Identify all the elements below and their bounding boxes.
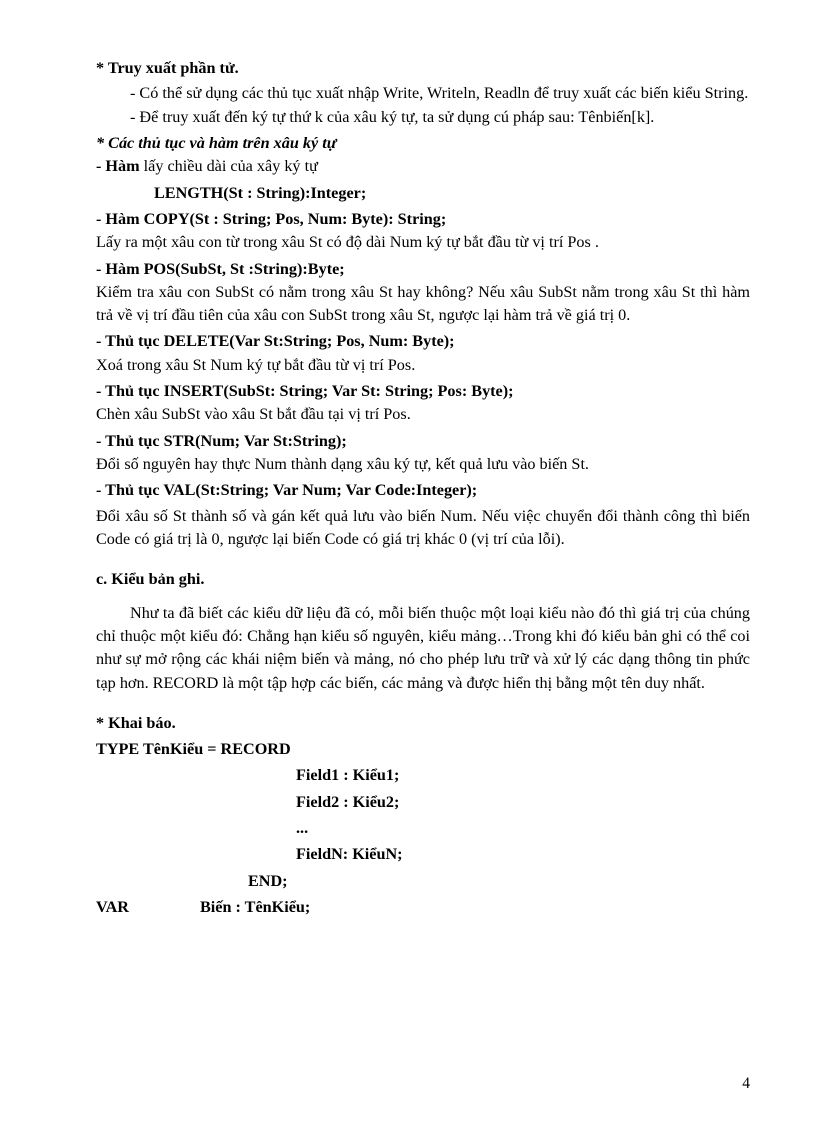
code-field2: Field2 : Kiểu2; xyxy=(296,792,400,811)
heading-khai-bao: * Khai báo. xyxy=(96,713,176,732)
code-field-ellipsis: ... xyxy=(296,819,309,838)
heading-thu-tuc-val: - Thủ tục VAL(St:String; Var Num; Var Code:Integer); xyxy=(96,481,478,500)
paragraph-insert-description: Chèn xâu SubSt vào xâu St bắt đầu tại vị trí Pos. xyxy=(96,405,411,424)
paragraph-pos-description: Kiểm tra xâu con SubSt có nằm trong xâu St hay không? Nếu xâu SubSt nằm trong xâu St thì hàm trả về vị trí đầu tiên của xâu con SubSt trong xâu St, ngược lại hàm trả về giá trị 0. xyxy=(96,282,750,325)
code-type-declaration xyxy=(96,737,750,761)
paragraph-delete-description: Xoá trong xâu St Num ký tự bắt đầu từ vị trí Pos. xyxy=(96,355,416,374)
heading-thu-tuc-delete: - Thủ tục DELETE(Var St:String; Pos, Num: Byte); xyxy=(96,332,455,351)
keyword-type: TYPE xyxy=(96,740,140,759)
code-fieldn: FieldN: KiểuN; xyxy=(296,845,403,864)
paragraph-ham-lay-chieu-dai xyxy=(96,155,750,178)
label-ham: - Hàm xyxy=(96,157,140,176)
paragraph-str-description: Đổi số nguyên hay thực Num thành dạng xâu ký tự, kết quả lưu vào biến St. xyxy=(96,455,589,473)
paragraph-kieu-ban-ghi-description: Như ta đã biết các kiểu dữ liệu đã có, mỗi biến thuộc một loại kiểu nào đó thì giá trị của chúng chỉ thuộc một kiểu đó: Chẳng hạn kiểu số nguyên, kiểu mảng…Trong khi đó kiểu bản ghi có thể coi như sự mở rộng các khái niệm biến và mảng, nó cho phép lưu trữ và xử lý các dạng thông tin phức tạp hơn. RECORD là một tập hợp các biến, các mảng và được hiển thị bằng một tên duy nhất. xyxy=(96,603,750,692)
text-bien-tenkieu: Biến : TênKiểu; xyxy=(200,897,311,916)
paragraph-truy-xuat-ky-tu-thu-k: - Để truy xuất đến ký tự thứ k của xâu ký tự, ta sử dụng cú pháp sau: Tênbiến[k]. xyxy=(130,107,655,126)
code-var-declaration xyxy=(96,895,750,919)
document-body xyxy=(96,56,750,919)
paragraph-val-description: Đổi xâu số St thành số và gán kết quả lưu vào biến Num. Nếu việc chuyển đổi thành công thì biến Code có giá trị là 0, ngược lại biến Code có giá trị khác 0 (vị trí của lỗi). xyxy=(96,506,750,548)
text-lay-chieu-dai: lấy chiều dài của xây ký tự xyxy=(139,157,318,176)
heading-truy-xuat-phan-tu: * Truy xuất phần tử. xyxy=(96,59,239,77)
heading-thu-tuc-insert: - Thủ tục INSERT(SubSt: String; Var St: String; Pos: Byte); xyxy=(96,382,514,401)
paragraph-write-writeln-readln: - Có thể sử dụng các thủ tục xuất nhập Write, Writeln, Readln để truy xuất các biến kiểu String. xyxy=(130,84,749,103)
text-tenkieu-record: TênKiểu = RECORD xyxy=(142,740,291,759)
heading-kieu-ban-ghi: c. Kiểu bản ghi. xyxy=(96,570,205,589)
heading-thu-tuc-str: - Thủ tục STR(Num; Var St:String); xyxy=(96,431,347,450)
heading-cac-thu-tuc-va-ham: * Các thủ tục và hàm trên xâu ký tự xyxy=(96,133,337,152)
code-length-function: LENGTH(St : String):Integer; xyxy=(154,183,367,202)
paragraph-copy-description: Lấy ra một xâu con từ trong xâu St có độ dài Num ký tự bắt đầu từ vị trí Pos . xyxy=(96,233,599,252)
heading-ham-copy: - Hàm COPY(St : String; Pos, Num: Byte): String; xyxy=(96,209,447,228)
page-number: 4 xyxy=(742,1075,750,1092)
keyword-var: VAR xyxy=(96,897,129,916)
code-field1: Field1 : Kiểu1; xyxy=(296,766,400,785)
heading-ham-pos: - Hàm POS(SubSt, St :String):Byte; xyxy=(96,259,345,278)
code-end: END; xyxy=(248,871,288,890)
